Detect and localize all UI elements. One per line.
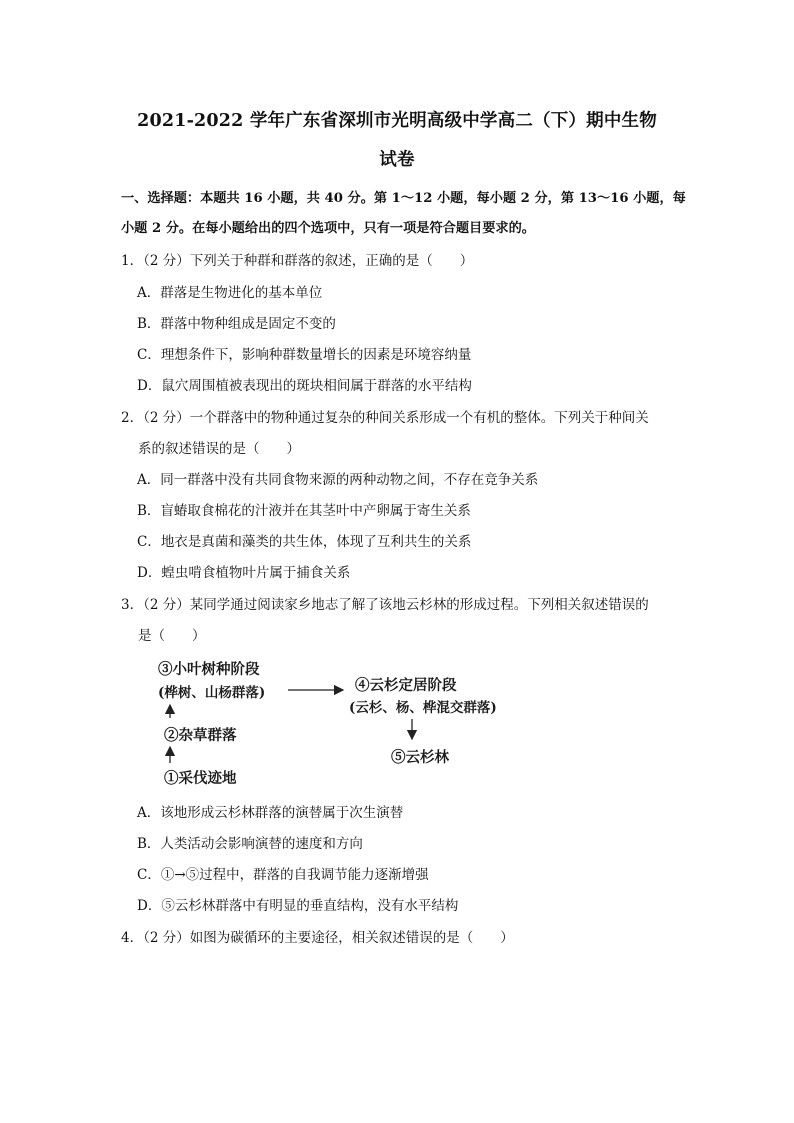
diagram-stage4-label: ④云杉定居阶段 — [355, 677, 457, 694]
question-2-option-a: A．同一群落中没有共同食物来源的两种动物之间，不存在竞争关系 — [137, 472, 539, 488]
question-4-stem: 4．（2 分）如图为碳循环的主要途径，相关叙述错误的是（ ） — [121, 930, 514, 946]
question-1-option-a: A．群落是生物进化的基本单位 — [137, 285, 323, 301]
succession-diagram — [150, 655, 530, 790]
question-1-option-b: B．群落中物种组成是固定不变的 — [137, 316, 336, 332]
diagram-stage4-species: (云杉、杨、桦混交群落) — [349, 700, 497, 716]
question-1-option-c: C．理想条件下，影响种群数量增长的因素是环境容纳量 — [137, 347, 472, 363]
diagram-stage3-species: (桦树、山杨群落) — [158, 685, 266, 701]
question-3-stem-line2: 是（ ） — [138, 628, 206, 644]
question-1-stem: 1．（2 分）下列关于种群和群落的叙述，正确的是（ ） — [121, 253, 474, 269]
question-1-option-d: D．鼠穴周围植被表现出的斑块相间属于群落的水平结构 — [137, 378, 472, 394]
section-instructions-line2: 小题 2 分。在每小题给出的四个选项中，只有一项是符合题目要求的。 — [121, 221, 535, 236]
diagram-stage3-label: ③小叶树种阶段 — [158, 661, 260, 678]
question-2-option-d: D．蝗虫啃食植物叶片属于捕食关系 — [137, 565, 351, 581]
question-3-option-a: A．该地形成云杉林群落的演替属于次生演替 — [137, 805, 404, 821]
question-2-stem-line2: 系的叙述错误的是（ ） — [138, 441, 300, 457]
question-3-option-c: C．①→⑤过程中，群落的自我调节能力逐渐增强 — [137, 867, 429, 883]
section-instructions-line1: 一、选择题：本题共 16 小题，共 40 分。第 1～12 小题，每小题 2 分，第 13～16 小题，每 — [121, 191, 686, 206]
diagram-stage2-label: ②杂草群落 — [164, 727, 237, 744]
question-2-option-b: B．盲蝽取食棉花的汁液并在其茎叶中产卵属于寄生关系 — [137, 503, 471, 519]
question-3-stem-line1: 3．（2 分）某同学通过阅读家乡地志了解了该地云杉林的形成过程。下列相关叙述错误的 — [121, 597, 649, 613]
question-3-option-d: D．⑤云杉林群落中有明显的垂直结构，没有水平结构 — [137, 898, 459, 914]
diagram-stage1-label: ①采伐迹地 — [164, 770, 237, 787]
question-2-option-c: C．地衣是真菌和藻类的共生体，体现了互利共生的关系 — [137, 534, 472, 550]
question-3-option-b: B．人类活动会影响演替的速度和方向 — [137, 836, 363, 852]
question-2-stem-line1: 2．（2 分）一个群落中的物种通过复杂的种间关系形成一个有机的整体。下列关于种间关 — [121, 410, 649, 426]
exam-title-line1: 2021-2022 学年广东省深圳市光明高级中学高二（下）期中生物 — [137, 111, 657, 131]
exam-title-line2: 试卷 — [379, 150, 415, 170]
diagram-stage5-label: ⑤云杉林 — [391, 749, 449, 766]
